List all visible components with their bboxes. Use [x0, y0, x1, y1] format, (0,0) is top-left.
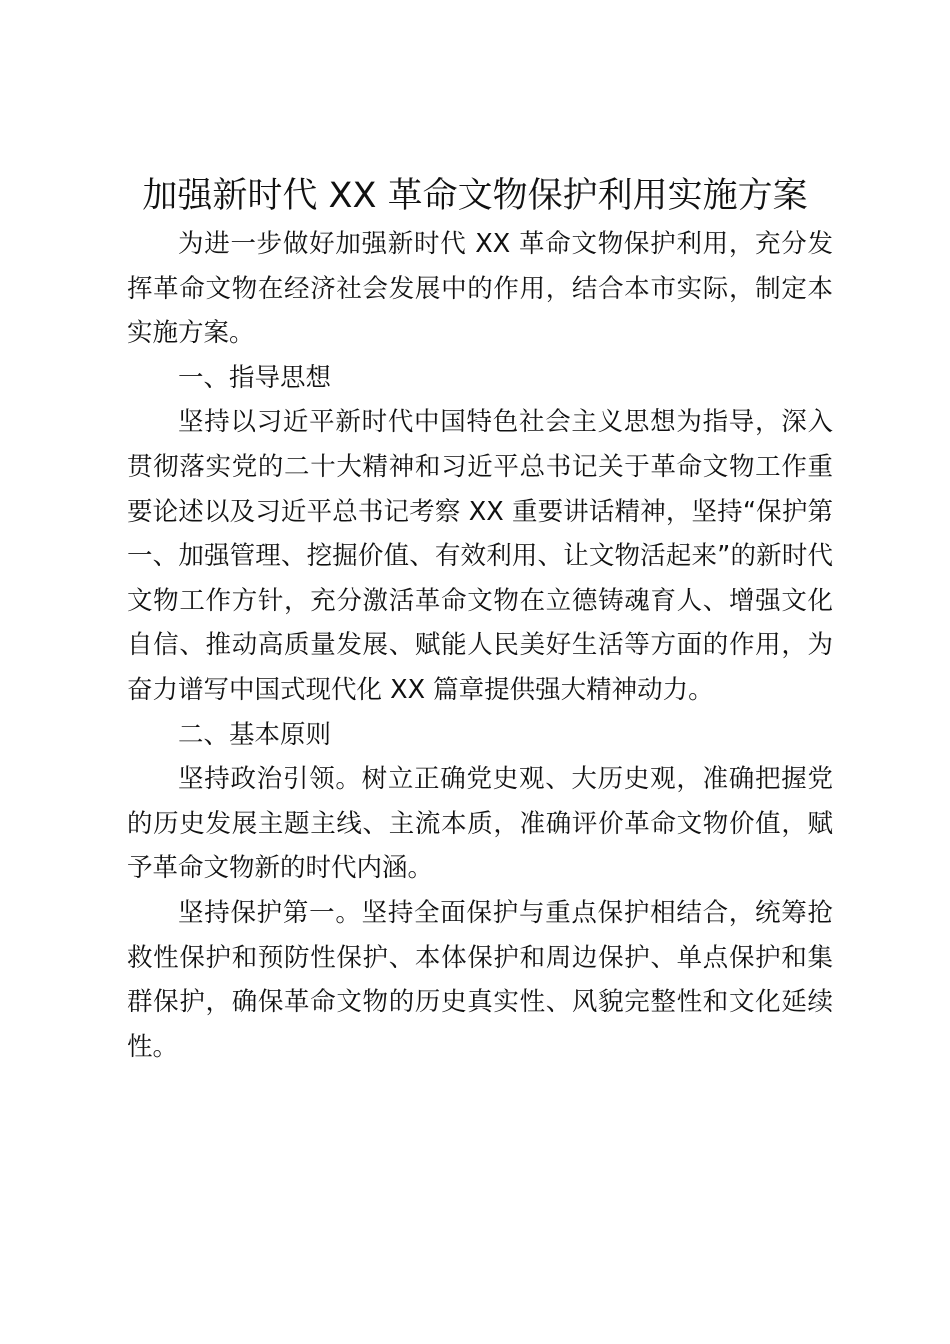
document-body	[127, 222, 833, 1069]
section-heading-basic-principles: 二、基本原则	[178, 719, 332, 750]
principle-paragraph-protection-first: 坚持保护第一。坚持全面保护与重点保护相结合，统筹抢救性保护和预防性保护、本体保护和周边保护、单点保护和集群保护，确保革命文物的历史真实性、风貌完整性和文化延续性。	[127, 897, 833, 1062]
document-title: 加强新时代 XX 革命文物保护利用实施方案	[142, 176, 808, 216]
guiding-ideology-paragraph: 坚持以习近平新时代中国特色社会主义思想为指导，深入贯彻落实党的二十大精神和习近平总书记关于革命文物工作重要论述以及习近平总书记考察 XX 重要讲话精神，坚持“保护第一、加强管理、挖掘价值、有效利用、让文物活起来”的新时代文物工作方针，充分激活革命文物在立德铸魂育人、增强文化自信、推动高质量发展、赋能人民美好生活等方面的作用，为奋力谱写中国式现代化 XX 篇章提供强大精神动力。	[127, 407, 833, 705]
intro-paragraph: 为进一步做好加强新时代 XX 革命文物保护利用，充分发挥革命文物在经济社会发展中的作用，结合本市实际，制定本实施方案。	[127, 229, 833, 349]
principle-paragraph-political-leadership: 坚持政治引领。树立正确党史观、大历史观，准确把握党的历史发展主题主线、主流本质，准确评价革命文物价值，赋予革命文物新的时代内涵。	[127, 764, 833, 884]
section-heading-guiding-ideology: 一、指导思想	[178, 362, 332, 393]
